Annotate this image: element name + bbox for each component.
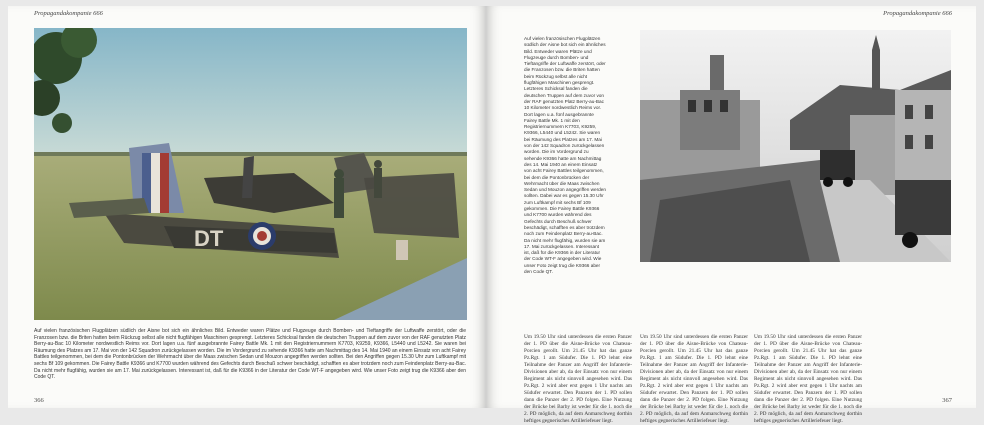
right-page	[486, 6, 976, 424]
text-column-2: Um 19.50 Uhr sind unterdessen die ersten Panzer der 1. PD über die Aisne-Brücke von Chateau-Porcien gerollt. Um 21.45 Uhr hat das ganze Pz.Rgt. 1 am Südufer. Die 1. PD lehnt eine Teilnahme der Panzer am Angriff der Infanterie-Divisionen aber ab, da der Einsatz von nur einem Regiment als nicht sinnvoll angesehen wird. Das Pz.Rgt. 2 wird aber erst gegen 1 Uhr nachts am Südufer erwartet. Den Panzern der 1. PD sollen dann die Panzer der 2. PD folgen. Eine Nutzung der Brücke bei Barby ist weder für die 1. noch die 2. PD möglich, da auf dem Anmarschweg dorthin heftiges gegnerisches Artilleriefeuer liegt.	[640, 334, 748, 424]
aircraft-code-letters: DT	[194, 226, 224, 251]
page-number-left: 366	[34, 397, 44, 404]
left-page	[8, 6, 486, 408]
left-photo-caption: Auf vielen französischen Flugplätzen südlich der Aisne bot sich ein ähnliches Bild. Entweder waren Plätze und Flugzeuge durch Bomben- und Tieftangriffe der Luftwaffe zerstört, oder die Franzosen bzw. die Briten hatten beim Rückzug selbst alle nicht flugfähigen Maschinen gesprengt. Letzteres Schicksal fanden die deutschen Truppen auf dem zuvor von der RAF genutzten Platz Berry-au-Bac 10 Kilometer nordwestlich Reims vor. Dort lagen u.a. fünf ausgebrannte Fairey Battle Mk. 1 mit den Registriernummern K7703, K9259, K9366, L5440 und L5242. Sie waren bei Räumung des Platzes am 17. Mai von der 142 Squadron zurückgelassen worden. Die im Vordergrund zu sehende K9366 hatte am Nachmittag des 14. Mai 1940 an einem Einsatz von acht Fairey Battles teilgenommen, bei dem die Pontonbrücken der Wehrmacht über die Maas zwischen Sedan und Mouzon angegriffen werden sollten. Bei den Angriffen gegen 15.30 Uhr zum Luftkampf mit sechs Bf 109 gekommen. Die Fairey Battle K9366 und K7700 wurden während des Gefechts durch Beschuß schwer beschädigt, schafften es aber trotzdem noch zum Feindenplatz Berry-au-Bac. Da nicht mehr flugfähig, wurden sie am 17. Mai zurückgelassen. Interessant ist, daß für die K9366 in der Literatur der Code WT-F angegeben wird. Wie unser Foto zeigt trug die K9366 aber den Code QT.	[34, 328, 466, 381]
page-number-right: 367	[942, 397, 952, 404]
running-head-left: Propagandakompanie 666	[34, 10, 103, 17]
running-head-right: Propagandakompanie 666	[883, 10, 952, 17]
text-column-1: Um 19.50 Uhr sind unterdessen die ersten Panzer der 1. PD über die Aisne-Brücke von Chateau-Porcien gerollt. Um 21.45 Uhr hat das ganze Pz.Rgt. 1 am Südufer. Die 1. PD lehnt eine Teilnahme der Panzer am Angriff der Infanterie-Divisionen aber ab, da der Einsatz von nur einem Regiment als nicht sinnvoll angesehen wird. Das Pz.Rgt. 2 wird aber erst gegen 1 Uhr nachts am Südufer erwartet. Den Panzern der 1. PD sollen dann die Panzer der 2. PD folgen. Eine Nutzung der Brücke bei Barby ist weder für die 1. noch die 2. PD möglich, da auf dem Anmarschweg dorthin heftiges gegnerisches Artilleriefeuer liegt.	[524, 334, 632, 424]
destroyed-town-photo	[640, 30, 951, 262]
text-column-3: Um 19.50 Uhr sind unterdessen die ersten Panzer der 1. PD über die Aisne-Brücke von Chateau-Porcien gerollt. Um 21.45 Uhr hat das ganze Pz.Rgt. 1 am Südufer. Die 1. PD lehnt eine Teilnahme der Panzer am Angriff der Infanterie-Divisionen aber ab, da der Einsatz von nur einem Regiment als nicht sinnvoll angesehen wird. Das Pz.Rgt. 2 wird aber erst gegen 1 Uhr nachts am Südufer erwartet. Den Panzern der 1. PD sollen dann die Panzer der 2. PD folgen. Eine Nutzung der Brücke bei Barby ist weder für die 1. noch die 2. PD möglich, da auf dem Anmarschweg dorthin heftiges gegnerisches Artilleriefeuer liegt.	[754, 334, 862, 424]
aircraft-wreck-photo	[34, 28, 467, 320]
right-photo-caption: Auf vielen französischen Flugplätzen südlich der Aisne bot sich ein ähnliches Bild. Entweder waren Plätze und Flugzeuge durch Bomben- und Tieftangriffe der Luftwaffe zerstört, oder die Franzosen bzw. die Briten hatten beim Rückzug selbst alle nicht flugfähigen Maschinen gesprengt. Letzteres Schicksal fanden die deutschen Truppen auf dem zuvor von der RAF genutzten Platz Berry-au-Bac 10 Kilometer nordwestlich Reims vor. Dort lagen u.a. fünf ausgebrannte Fairey Battle Mk. 1 mit den Registriernummern K7703, K9259, K9366, L5440 und L5242. Sie waren bei Räumung des Platzes am 17. Mai von der 142 Squadron zurückgelassen worden. Die im Vordergrund zu sehende K9366 hatte am Nachmittag des 14. Mai 1940 an einem Einsatz von acht Fairey Battles teilgenommen, bei dem die Pontonbrücken der Wehrmacht über die Maas zwischen Sedan und Mouzon angegriffen werden sollten. Dabei war es gegen 15.30 Uhr zum Luftkampf mit sechs Bf 109 gekommen. Die Fairey Battle K9366 und K7700 wurden während des Gefechts durch Beschuß schwer beschädigt, schafften es aber trotzdem noch zum Feindenplatz Berry-au-Bac. Da nicht mehr flugfähig, wurden sie am 17. Mai zurückgelassen. Interessant ist, daß für die K9366 in der Literatur der Code WT-F angegeben wird. Wie unser Foto zeigt trug die K9366 aber den Code QT.	[524, 36, 607, 274]
